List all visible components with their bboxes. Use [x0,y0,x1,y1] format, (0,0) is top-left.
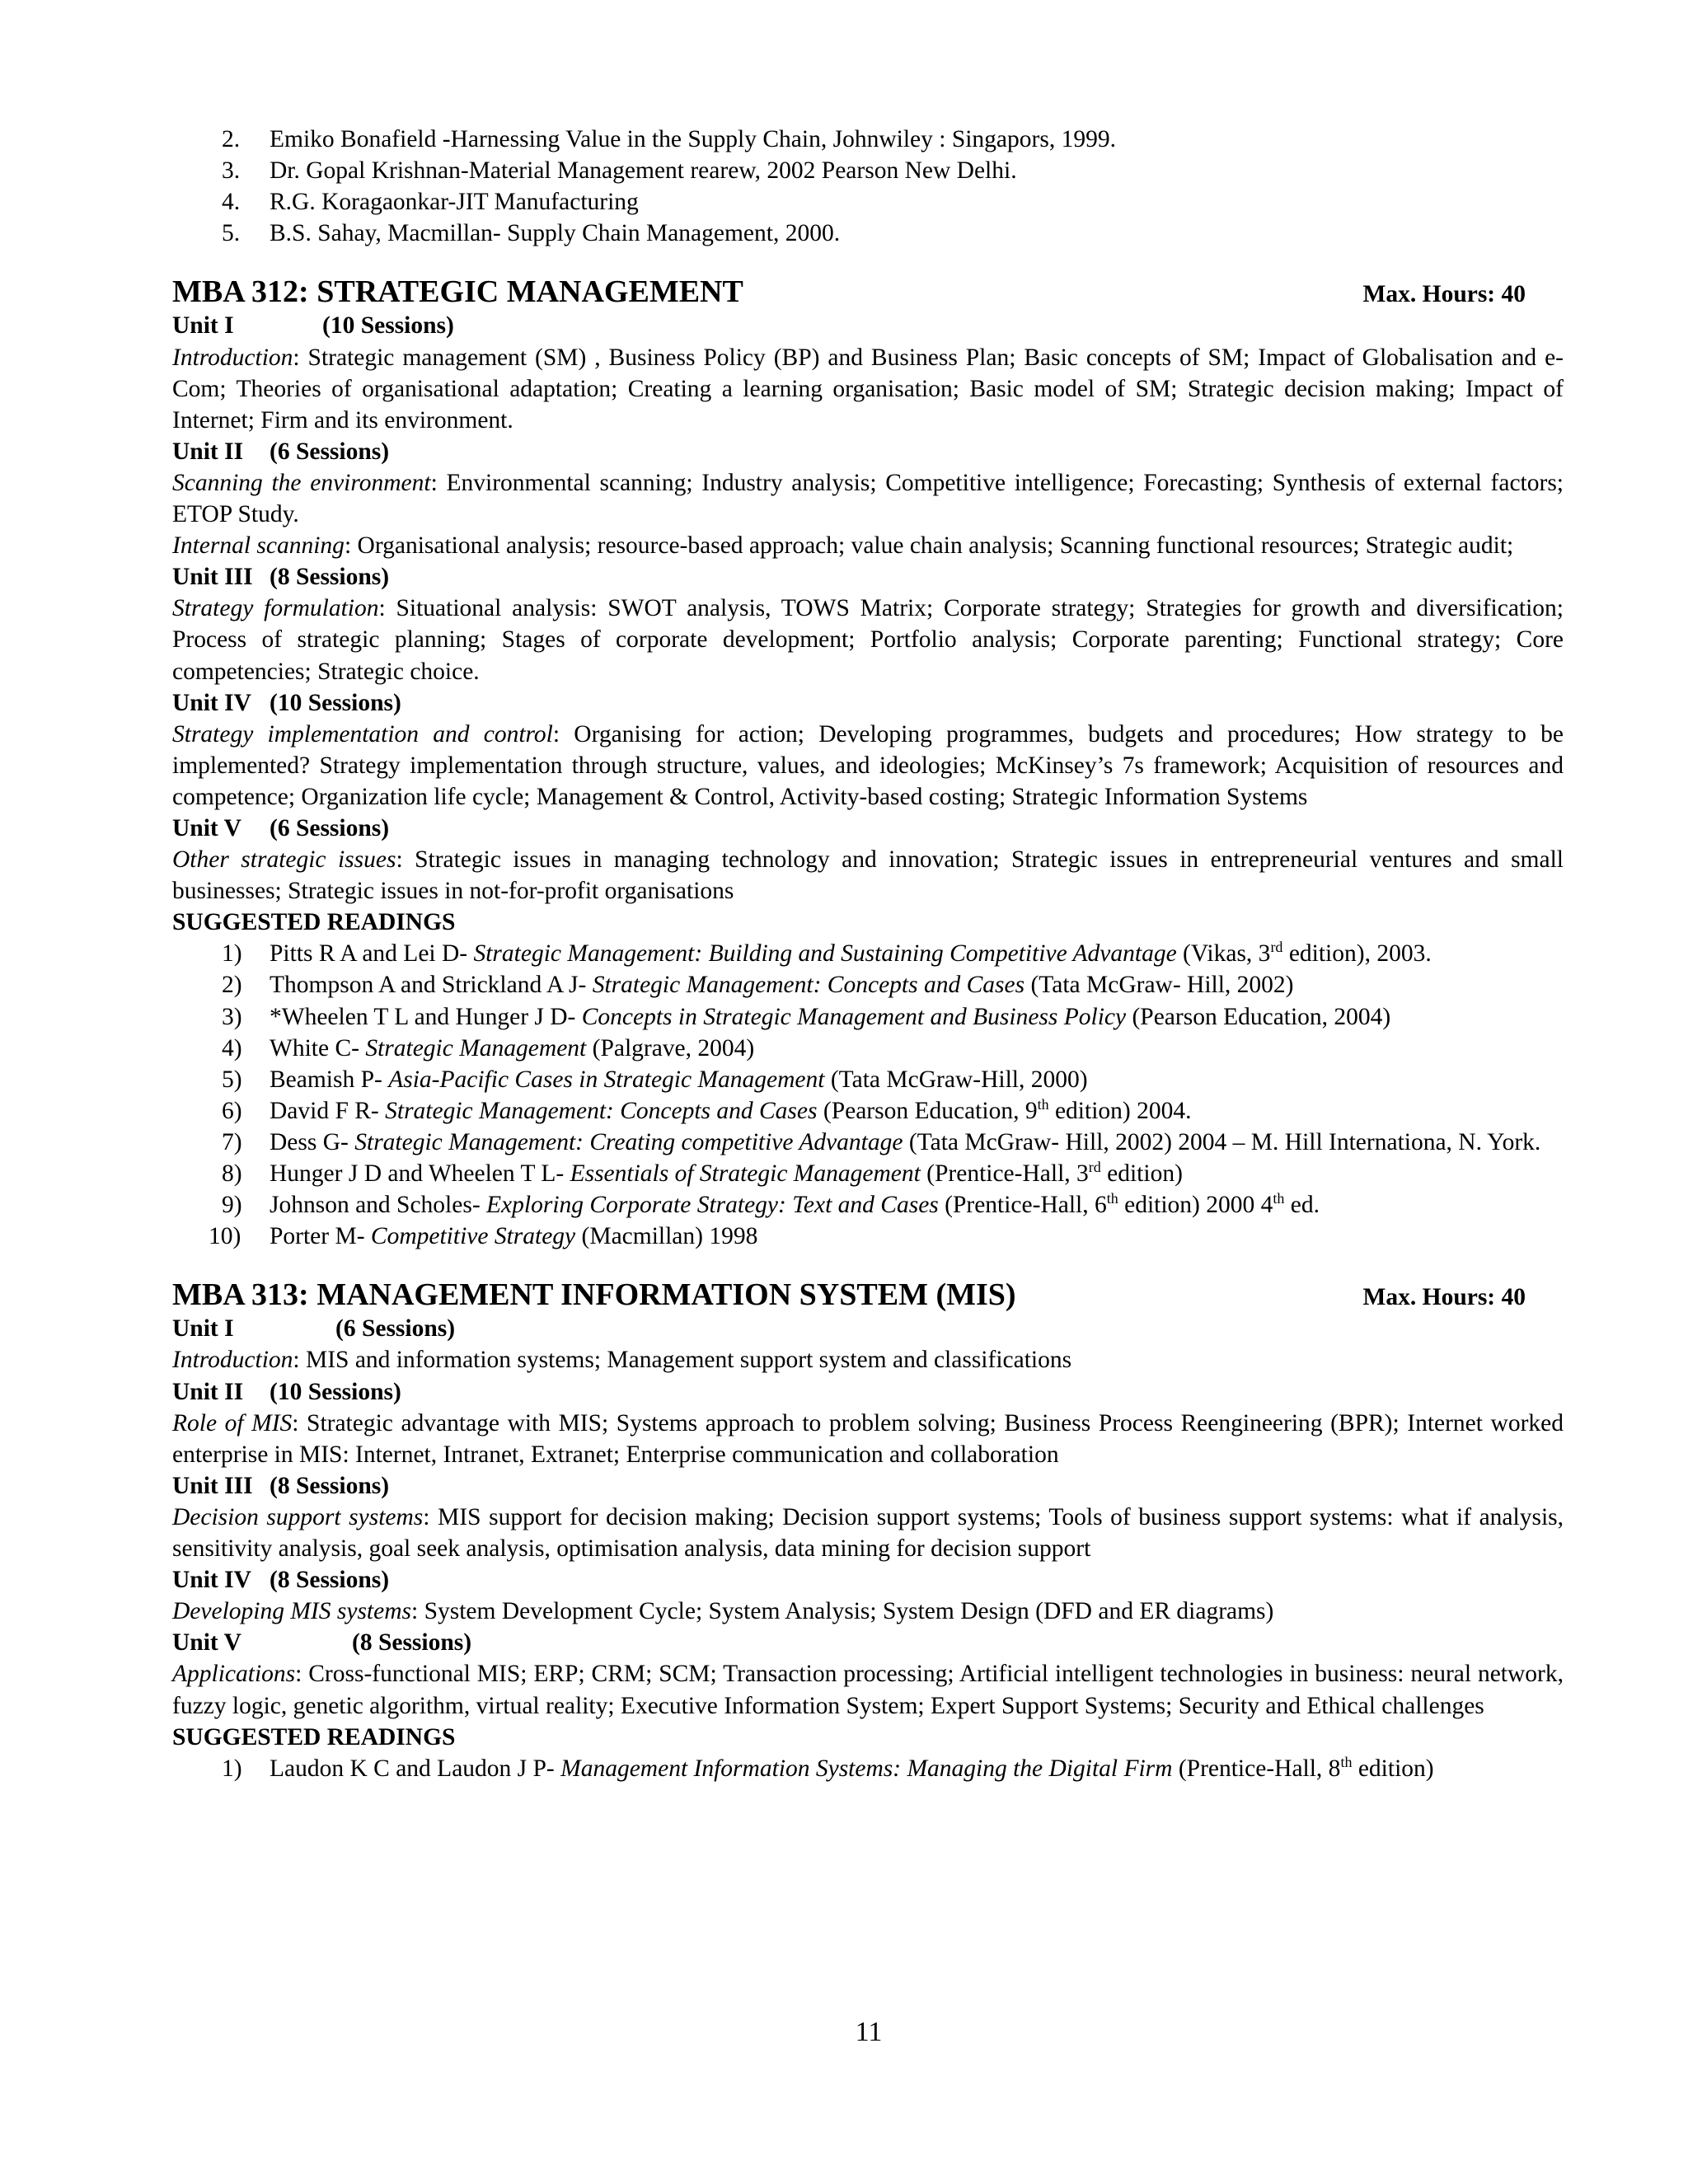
unit-sessions: (8 Sessions) [270,1567,390,1594]
max-hours: Max. Hours: 40 [1362,281,1526,308]
reading-list [172,1753,1564,1784]
unit-description [172,1596,1564,1627]
unit-heading [172,1313,1564,1344]
topic-lead: Other strategic issues [172,846,396,874]
list-text: R.G. Koragaonkar-JIT Manufacturing [270,189,639,216]
page-content [172,124,1564,1784]
unit-label: Unit II [172,438,244,465]
unit-heading [172,813,1564,844]
reading-number: 9) [222,1192,242,1219]
unit-label: Unit V [172,814,241,841]
list-item [172,155,1564,186]
unit-label: Unit IV [172,1567,251,1594]
unit-heading [172,1376,1564,1408]
unit-label: Unit I [172,1315,234,1343]
unit-sessions: (8 Sessions) [352,1629,472,1657]
topic-text: : Strategic advantage with MIS; Systems approach to problem solving; Business Process Reengineering (BPR); Internet worked enterprise in MIS: Internet, Intranet, Extranet; Enterprise communication and collaboration [172,1409,1564,1468]
reading-number: 8) [222,1160,242,1187]
unit-heading [172,1470,1564,1502]
unit-description [172,1658,1564,1721]
unit-description [172,530,1564,561]
reading-item [172,1095,1564,1127]
course-mba312 [172,275,1564,1252]
course-title: MBA 313: MANAGEMENT INFORMATION SYSTEM (MIS) [172,1277,1016,1313]
unit-sessions: (6 Sessions) [335,1315,456,1343]
reading-number: 5) [222,1066,242,1093]
unit-heading [172,561,1564,593]
course-title: MBA 312: STRATEGIC MANAGEMENT [172,274,743,310]
reading-text: *Wheelen T L and Hunger J D- Concepts in Strategic Management and Business Policy (Pearson Education, 2004) [270,1003,1391,1030]
reading-number: 3) [222,1003,242,1030]
unit-heading [172,310,1564,341]
list-text: Emiko Bonafield -Harnessing Value in the Supply Chain, Johnwiley : Singapors, 1999. [270,126,1116,152]
topic-text: : Cross-functional MIS; ERP; CRM; SCM; Transaction processing; Artificial intelligent technologies in business: neural network, fuzzy logic, genetic algorithm, virtual reality; Executive Information System; Expert Support Systems; Security and Ethical challenges [172,1661,1564,1719]
unit-description [172,719,1564,813]
reading-number: 4) [222,1034,242,1062]
unit-sessions: (8 Sessions) [270,1472,390,1499]
reading-text: Dess G- Strategic Management: Creating competitive Advantage (Tata McGraw- Hill, 2002) 2004 – M. Hill Internationa, N. York. [270,1128,1541,1155]
reading-text: Hunger J D and Wheelen T L- Essentials of Strategic Management (Prentice-Hall, 3rd edition) [270,1159,1183,1187]
unit-label: Unit V [172,1629,241,1657]
unit-description [172,844,1564,907]
unit-label: Unit IV [172,689,251,716]
list-number: 3. [222,157,241,185]
reading-item [172,1158,1564,1189]
topic-text: : Strategic issues in managing technology and innovation; Strategic issues in entrepreneurial ventures and small businesses; Strategic issues in not-for-profit organisations [172,846,1564,905]
unit-sessions: (10 Sessions) [270,1378,401,1405]
course-header [172,1278,1564,1313]
reading-text: Thompson A and Strickland A J- Strategic Management: Concepts and Cases (Tata McGraw- Hill, 2002) [270,972,1294,999]
unit-sessions: (10 Sessions) [322,312,454,340]
unit-description [172,1502,1564,1564]
reading-item [172,1189,1564,1221]
unit-description [172,467,1564,530]
list-number: 4. [222,189,241,216]
unit-label: Unit III [172,564,253,591]
reading-text: White C- Strategic Management (Palgrave, 2004) [270,1034,755,1062]
reading-item [172,938,1564,969]
page-number: 11 [855,2017,883,2047]
unit-heading [172,1627,1564,1658]
list-text: B.S. Sahay, Macmillan- Supply Chain Management, 2000. [270,220,841,247]
reading-text: Pitts R A and Lei D- Strategic Management: Building and Sustaining Competitive Advantage (Vikas, 3rd edition), 2003. [270,939,1432,968]
topic-text: : Environmental scanning; Industry analysis; Competitive intelligence; Forecasting; Synthesis of external factors; ETOP Study. [172,469,1564,528]
reading-number: 10) [209,1223,241,1250]
topic-lead: Introduction [172,1347,293,1374]
course-header [172,275,1564,310]
continued-reading-list [172,124,1564,249]
list-number: 5. [222,220,241,247]
unit-sessions: (10 Sessions) [270,689,401,716]
unit-description [172,1344,1564,1376]
unit-label: Unit I [172,312,234,340]
unit-sessions: (6 Sessions) [270,438,390,465]
max-hours: Max. Hours: 40 [1362,1284,1526,1311]
topic-text: : Situational analysis: SWOT analysis, TOWS Matrix; Corporate strategy; Strategies for growth and diversification; Process of strategic planning; Stages of corporate development; Portfolio analysis; Corporate parenting; Functional strategy; Core competencies; Strategic choice. [172,595,1564,685]
reading-item [172,1033,1564,1064]
topic-lead: Developing MIS systems [172,1598,412,1625]
unit-label: Unit III [172,1472,253,1499]
list-item [172,124,1564,155]
list-number: 2. [222,126,241,152]
unit-sessions: (6 Sessions) [270,814,390,841]
reading-number: 7) [222,1128,242,1155]
reading-text: Beamish P- Asia-Pacific Cases in Strategic Management (Tata McGraw-Hill, 2000) [270,1066,1088,1093]
reading-text: Porter M- Competitive Strategy (Macmillan) 1998 [270,1223,758,1250]
reading-number: 2) [222,972,242,999]
topic-lead: Strategy formulation [172,595,379,622]
topic-text: : Strategic management (SM) , Business Policy (BP) and Business Plan; Basic concepts of SM; Impact of Globalisation and e-Com; Theories of organisational adaptation; Creating a learning organisation; Basic model of SM; Strategic decision making; Impact of Internet; Firm and its environment. [172,344,1564,434]
topic-lead: Decision support systems [172,1503,424,1530]
suggested-readings-heading: SUGGESTED READINGS [172,909,456,936]
topic-lead: Applications [172,1661,296,1688]
reading-item [172,1127,1564,1158]
topic-lead: Role of MIS [172,1409,293,1436]
topic-lead: Internal scanning [172,532,345,560]
list-item [172,218,1564,249]
unit-heading [172,687,1564,719]
course-mba313 [172,1278,1564,1784]
unit-heading [172,1564,1564,1596]
reading-text: Johnson and Scholes- Exploring Corporate Strategy: Text and Cases (Prentice-Hall, 6th edition) 2000 4th ed. [270,1190,1320,1219]
topic-text: : Organisational analysis; resource-based approach; value chain analysis; Scanning functional resources; Strategic audit; [344,532,1514,560]
topic-lead: Introduction [172,344,293,371]
reading-text: David F R- Strategic Management: Concepts and Cases (Pearson Education, 9th edition) 2004. [270,1095,1192,1124]
reading-text: Laudon K C and Laudon J P- Management Information Systems: Managing the Digital Firm (Prentice-Hall, 8th edition) [270,1753,1434,1782]
unit-sessions: (8 Sessions) [270,564,390,591]
reading-item [172,1221,1564,1252]
reading-item [172,969,1564,1001]
topic-text: : System Development Cycle; System Analysis; System Design (DFD and ER diagrams) [411,1598,1274,1625]
unit-label: Unit II [172,1378,244,1405]
unit-description [172,1408,1564,1470]
topic-lead: Strategy implementation and control [172,720,553,748]
unit-description [172,593,1564,687]
unit-description [172,342,1564,436]
reading-item [172,1064,1564,1095]
list-item [172,186,1564,218]
reading-list [172,938,1564,1252]
suggested-readings-heading: SUGGESTED READINGS [172,1723,456,1750]
topic-lead: Scanning the environment [172,469,431,496]
unit-heading [172,436,1564,467]
topic-text: : Organising for action; Developing programmes, budgets and procedures; How strategy to be implemented? Strategy implementation through structure, values, and ideologies; McKinsey’s 7s framework; Acquisition of resources and competence; Organization life cycle; Management & Control, Activity-based costing; Strategic Information Systems [172,720,1564,810]
list-text: Dr. Gopal Krishnan-Material Management rearew, 2002 Pearson New Delhi. [270,157,1017,185]
reading-item [172,1001,1564,1033]
reading-number: 1) [222,940,242,968]
reading-number: 6) [222,1097,242,1124]
topic-text: : MIS support for decision making; Decision support systems; Tools of business support systems: what if analysis, sensitivity analysis, goal seek analysis, optimisation analysis, data mining for decision support [172,1503,1564,1563]
topic-text: : MIS and information systems; Management support system and classifications [293,1347,1072,1374]
reading-number: 1) [222,1755,242,1782]
reading-item [172,1753,1564,1784]
